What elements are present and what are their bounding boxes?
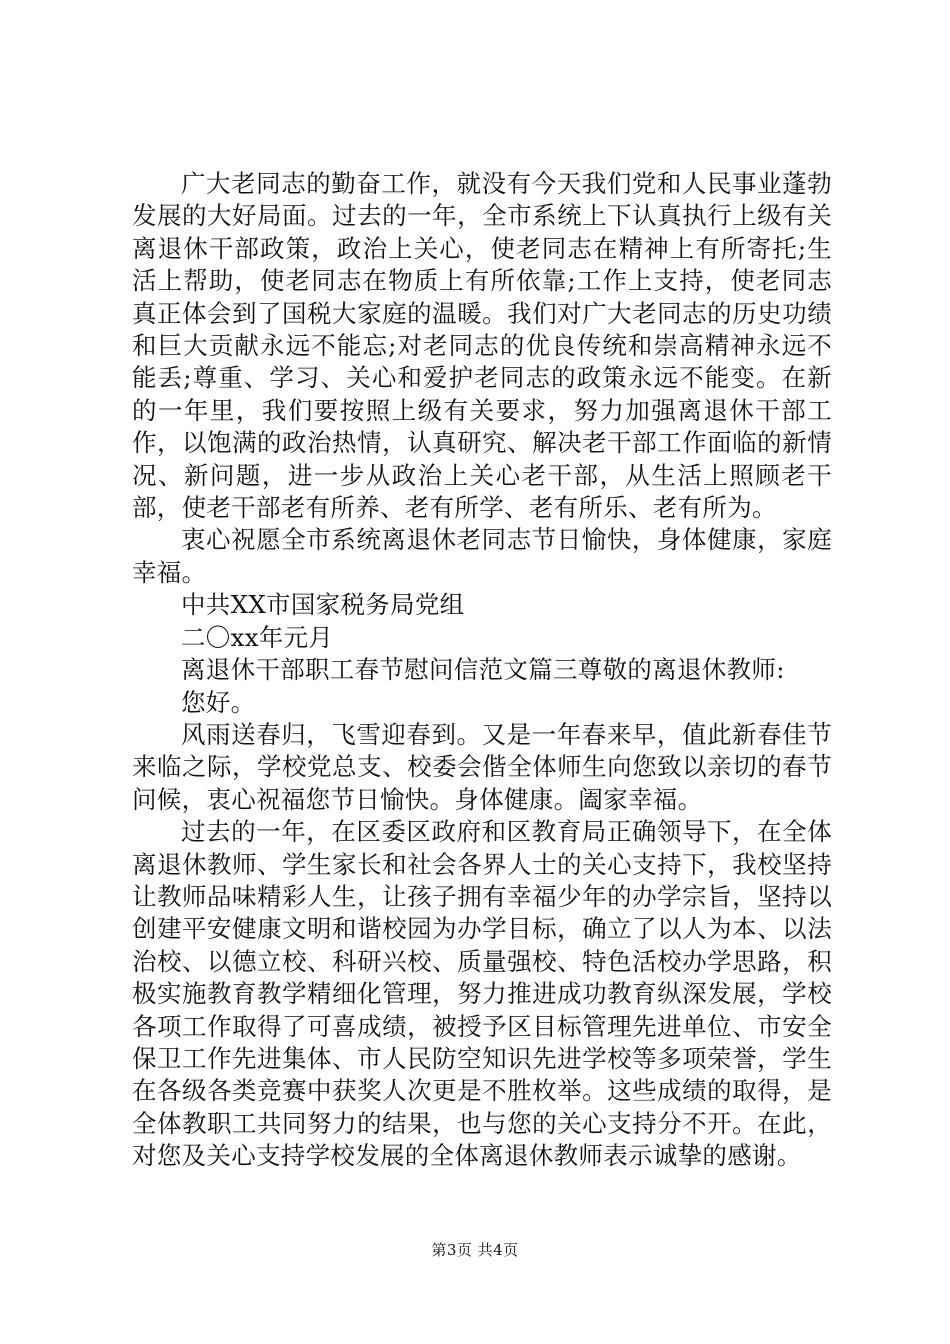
page-footer bbox=[0, 1240, 950, 1260]
paragraph-new-year: 风雨送春归，飞雪迎春到。又是一年春来早，值此新春佳节来临之际，学校党总支、校委会偕全体师生向您致以亲切的春节问候，衷心祝福您节日愉快。身体健康。阖家幸福。 bbox=[132, 719, 832, 814]
signature-organization: 中共XX市国家税务局党组 bbox=[181, 590, 465, 620]
letter-title-salutation: 离退休干部职工春节慰问信范文篇三尊敬的离退休教师: bbox=[181, 655, 785, 685]
page-number: 第3页 共4页 bbox=[431, 1241, 519, 1259]
paragraph-tribute: 广大老同志的勤奋工作，就没有今天我们党和人民事业蓬勃发展的大好局面。过去的一年，全市系统上下认真执行上级有关离退休干部政策，政治上关心，使老同志在精神上有所寄托;生活上帮助，使老同志在物质上有所依靠;工作上支持，使老同志真正体会到了国税大家庭的温暖。我们对广大老同志的历史功绩和巨大贡献永远不能忘;对老同志的优良传统和崇高精神永远不能丢;尊重、学习、关心和爱护老同志的政策永远不能变。在新的一年里，我们要按照上级有关要求，努力加强离退休干部工作，以饱满的政治热情，认真研究、解决老干部工作面临的新情况、新问题，进一步从政治上关心老干部，从生活上照顾老干部，使老干部老有所养、老有所学、老有所乐、老有所为。 bbox=[132, 169, 832, 523]
document-body bbox=[132, 168, 832, 1173]
greeting: 您好。 bbox=[181, 687, 256, 717]
paragraph-achievements: 过去的一年，在区委区政府和区教育局正确领导下，在全体离退休教师、学生家长和社会各界人士的关心支持下，我校坚持让教师品味精彩人生，让孩子拥有幸福少年的办学宗旨，坚持以创建平安健康文明和谐校园为办学目标，确立了以人为本、以法治校、以德立校、科研兴校、质量强校、特色活校办学思路，积极实施教育教学精细化管理，努力推进成功教育纵深发展，学校各项工作取得了可喜成绩，被授予区目标管理先进单位、市安全保卫工作先进集体、市人民防空知识先进学校等多项荣誉，学生在各级各类竞赛中获奖人次更是不胜枚举。这些成绩的取得，是全体教职工共同努力的结果，也与您的关心支持分不开。在此，对您及关心支持学校发展的全体离退休教师表示诚挚的感谢。 bbox=[132, 817, 832, 1171]
paragraph-wishes: 衷心祝愿全市系统离退休老同志节日愉快，身体健康，家庭幸福。 bbox=[132, 525, 832, 587]
signature-date: 二〇xx年元月 bbox=[181, 622, 334, 652]
